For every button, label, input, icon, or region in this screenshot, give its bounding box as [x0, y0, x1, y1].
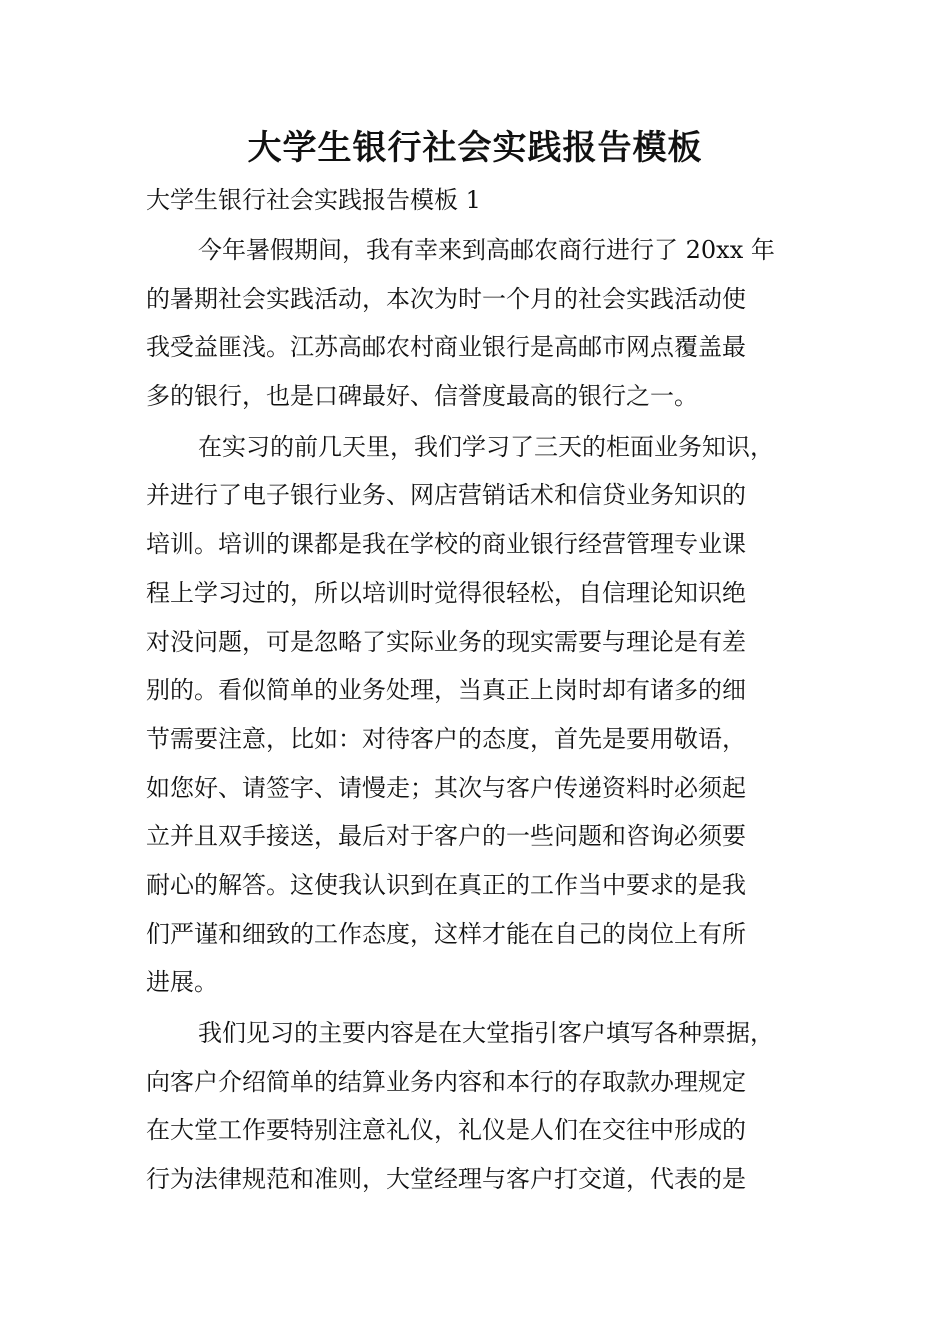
paragraph-line: 今年暑假期间，我有幸来到高邮农商行进行了 20xx 年: [198, 236, 775, 264]
paragraph-line: 我受益匪浅。江苏高邮农村商业银行是高邮市网点覆盖最: [146, 333, 746, 362]
paragraph-2: [146, 423, 816, 1007]
paragraph-line: 程上学习过的，所以培训时觉得很轻松，自信理论知识绝: [146, 578, 746, 607]
paragraph-line: 在大堂工作要特别注意礼仪，礼仪是人们在交往中形成的: [146, 1116, 746, 1145]
paragraph-line: 并进行了电子银行业务、网店营销话术和信贷业务知识的: [146, 481, 746, 510]
document-body: [146, 226, 816, 1206]
paragraph-line: 在实习的前几天里，我们学习了三天的柜面业务知识，: [198, 432, 774, 461]
paragraph-3: [146, 1009, 816, 1204]
paragraph-line: 立并且双手接送，最后对于客户的一些问题和咨询必须要: [146, 822, 746, 851]
paragraph-line: 的暑期社会实践活动，本次为时一个月的社会实践活动使: [146, 284, 746, 313]
paragraph-line: 节需要注意，比如：对待客户的态度，首先是要用敬语，: [146, 724, 746, 753]
paragraph-line: 们严谨和细致的工作态度，这样才能在自己的岗位上有所: [146, 919, 746, 948]
paragraph-line: 我们见习的主要内容是在大堂指引客户填写各种票据，: [198, 1019, 774, 1047]
paragraph-line: 进展。: [146, 968, 218, 997]
paragraph-line: 如您好、请签字、请慢走；其次与客户传递资料时必须起: [146, 773, 746, 802]
paragraph-line: 对没问题，可是忽略了实际业务的现实需要与理论是有差: [146, 627, 746, 656]
paragraph-line: 培训。培训的课都是我在学校的商业银行经营管理专业课: [146, 530, 746, 559]
paragraph-line: 别的。看似简单的业务处理，当真正上岗时却有诸多的细: [146, 676, 746, 705]
paragraph-1: [146, 226, 816, 421]
paragraph-line: 耐心的解答。这使我认识到在真正的工作当中要求的是我: [146, 870, 746, 899]
paragraph-line: 向客户介绍简单的结算业务内容和本行的存取款办理规定: [146, 1067, 746, 1096]
paragraph-line: 行为法律规范和准则，大堂经理与客户打交道，代表的是: [146, 1165, 746, 1194]
document-title: 大学生银行社会实践报告模板: [247, 128, 703, 168]
paragraph-line: 多的银行，也是口碑最好、信誉度最高的银行之一。: [146, 382, 698, 411]
document-subtitle: 大学生银行社会实践报告模板 1: [146, 186, 481, 214]
